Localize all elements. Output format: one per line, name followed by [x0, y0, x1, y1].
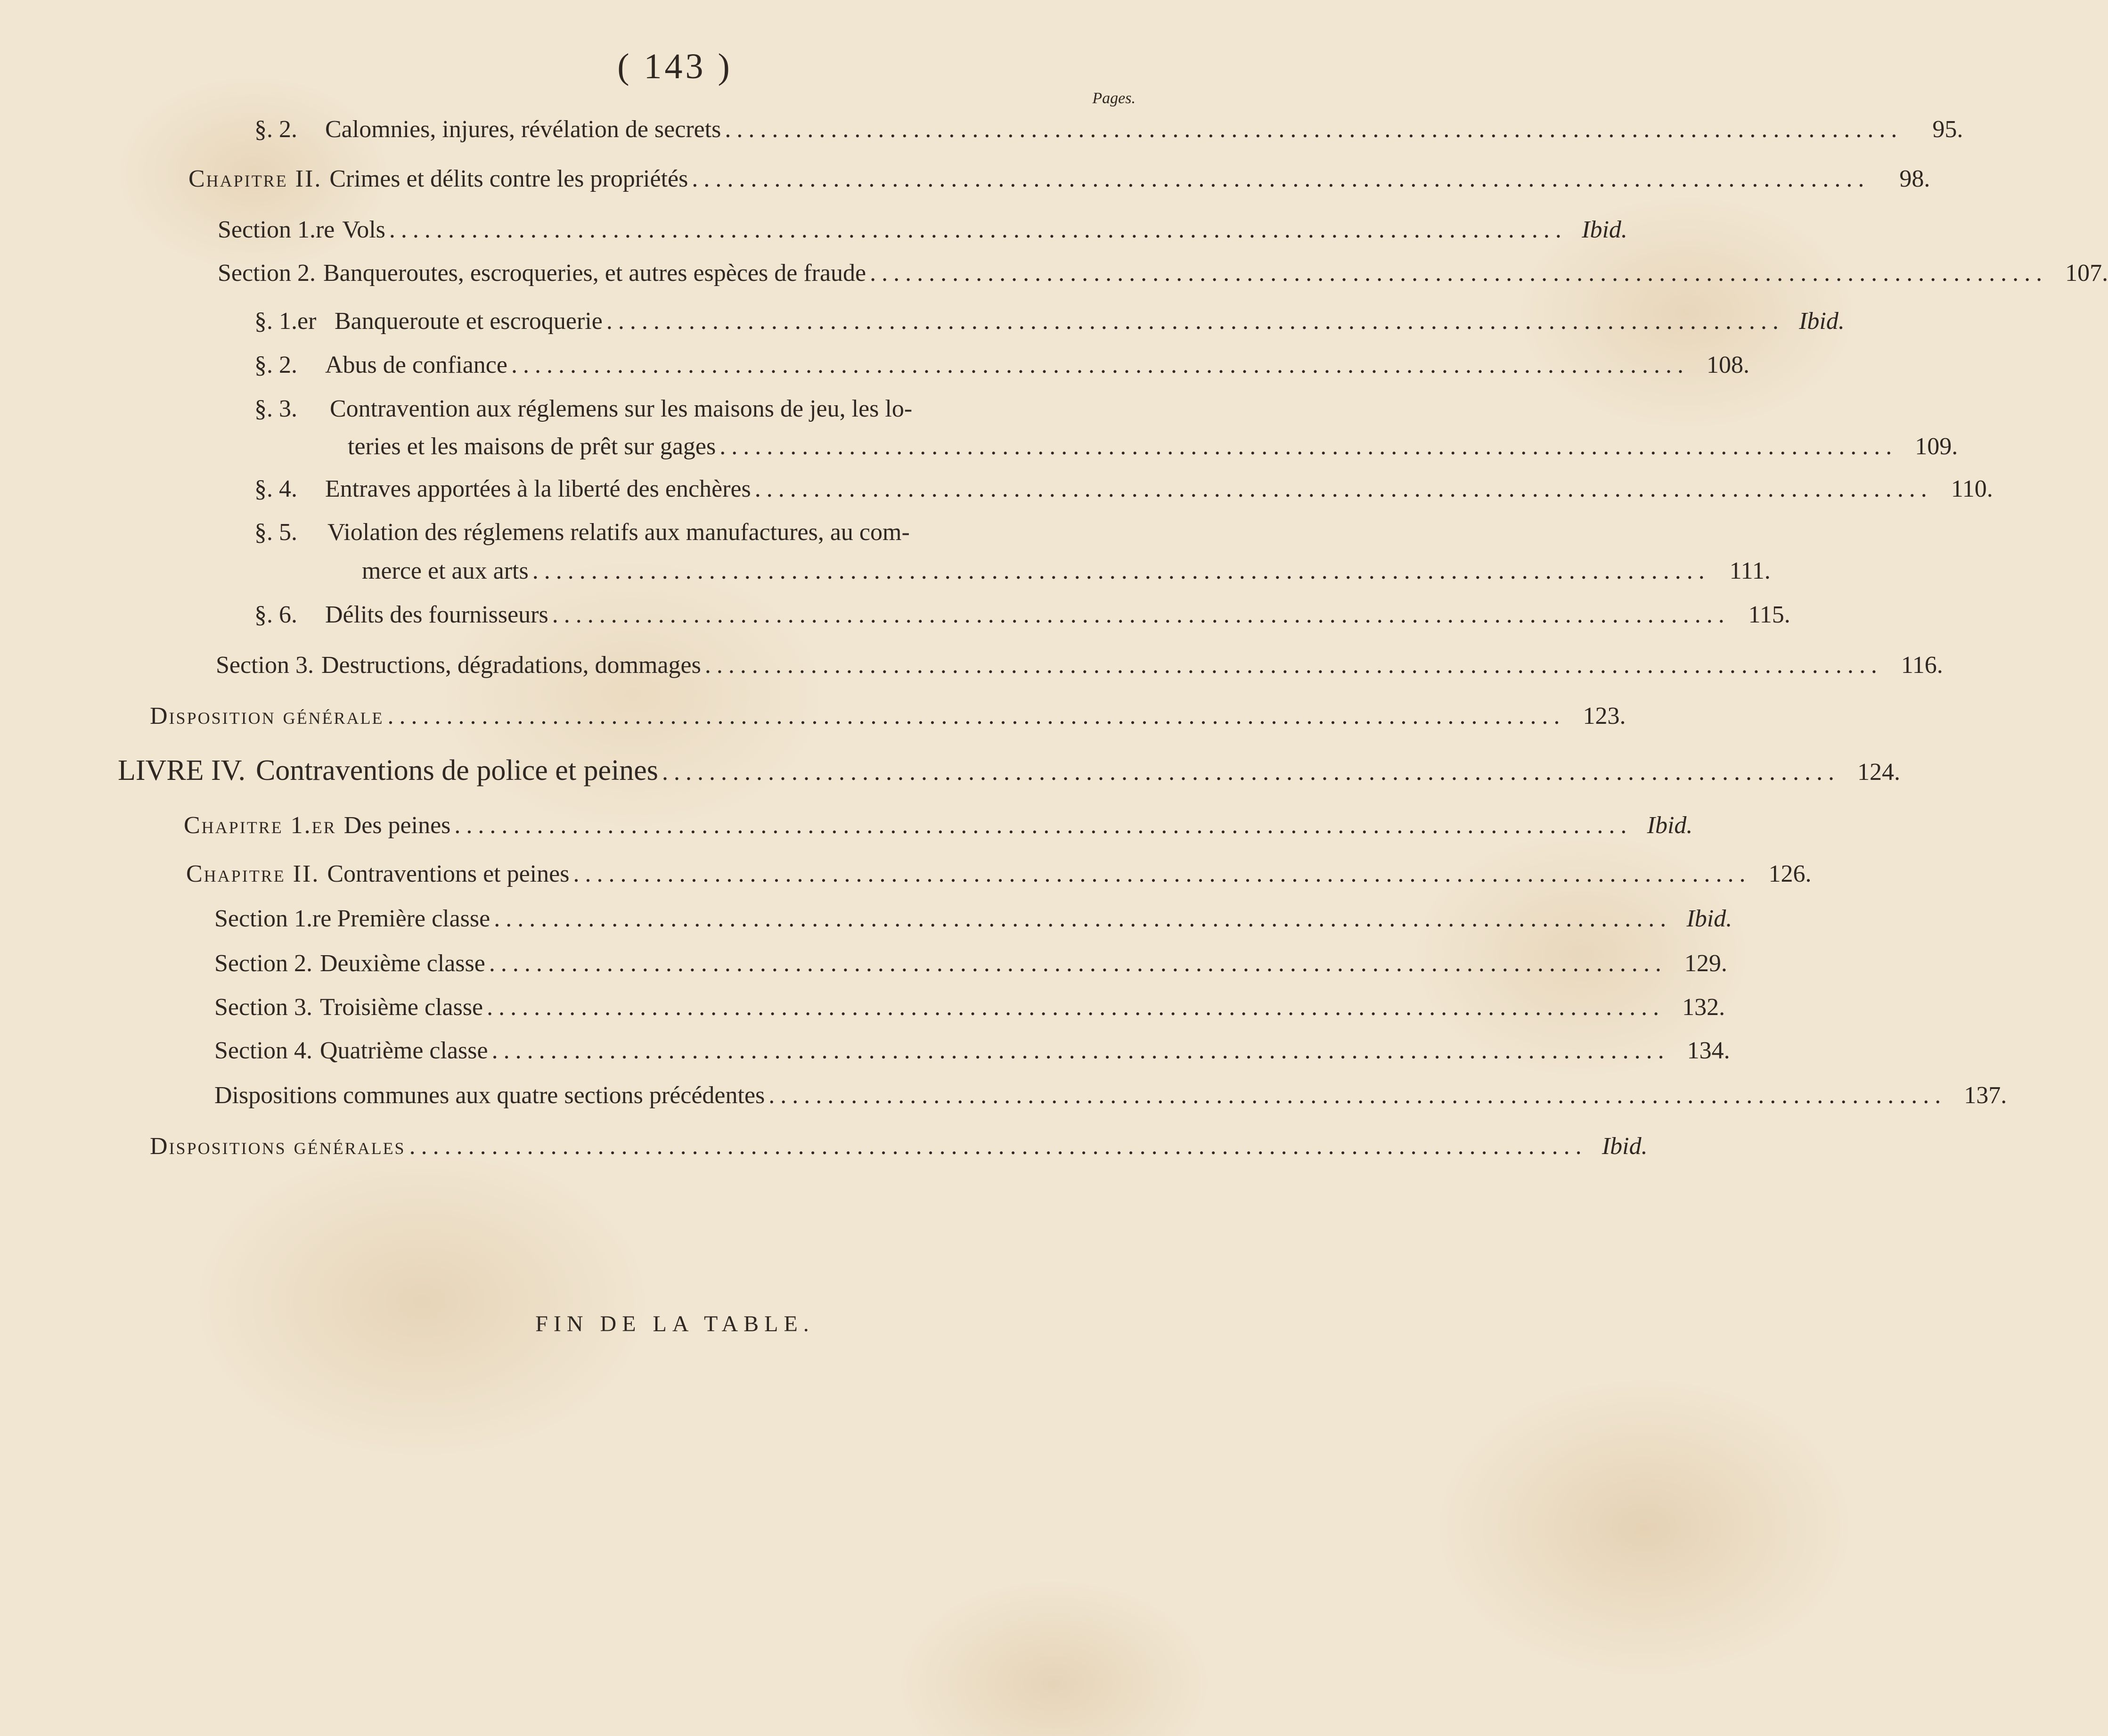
dot-leader: .................................................................................................... [606, 308, 1784, 335]
dot-leader: .................................................................................................... [487, 994, 1665, 1021]
entry-number: §. 2. [254, 352, 297, 378]
toc-entry [214, 905, 1732, 933]
entry-number: §. 1.er [254, 308, 317, 335]
dot-leader: .................................................................................................... [573, 860, 1751, 887]
pages-column-label: Pages. [1092, 90, 1136, 107]
entry-label: Troisième classe [319, 994, 483, 1021]
entry-page: 129. [1684, 950, 1727, 977]
entry-label-first-line: Violation des réglemens relatifs aux manufactures, au com- [327, 519, 910, 546]
entry-number: Chapitre II. [188, 165, 322, 192]
entry-number: §. 6. [254, 601, 297, 628]
entry-number: Section 1.re [214, 905, 332, 932]
entry-number: Section 3. [216, 652, 314, 679]
entry-page: 116. [1901, 652, 1943, 679]
entry-page: 109. [1915, 433, 1958, 460]
toc-entry [150, 1132, 1648, 1161]
dot-leader: .................................................................................................... [768, 1082, 1947, 1109]
entry-number: Section 2. [218, 260, 316, 287]
entry-label: Abus de confiance [325, 352, 507, 378]
entry-page: 110. [1951, 475, 1993, 502]
toc-entry [218, 216, 1627, 244]
entry-number: LIVRE IV. [118, 754, 245, 786]
entry-label: Première classe [337, 905, 490, 932]
dot-leader: .................................................................................................... [532, 557, 1710, 584]
toc-entry [254, 115, 1963, 144]
entry-page: Ibid. [1647, 812, 1693, 839]
toc-entry [184, 811, 1693, 840]
dot-leader: .................................................................................................... [409, 1133, 1587, 1160]
entry-number: Section 2. [214, 950, 312, 977]
toc-entry [214, 993, 1725, 1022]
dot-leader: .................................................................................................... [511, 352, 1689, 378]
entry-number: Chapitre II. [186, 860, 320, 887]
toc-entry-first-line [254, 395, 912, 423]
toc-entry [254, 351, 1749, 379]
entry-page: 134. [1687, 1037, 1730, 1064]
entry-label: Contraventions de police et peines [255, 754, 658, 786]
page-number: ( 143 ) [617, 47, 733, 86]
toc-entry [218, 259, 2108, 287]
entry-label: Calomnies, injures, révélation de secrets [325, 116, 721, 143]
entry-number: §. 5. [254, 519, 297, 546]
entry-label: Disposition générale [150, 703, 384, 729]
entry-label: Délits des fournisseurs [325, 601, 548, 628]
entry-number: Section 4. [214, 1037, 312, 1064]
toc-entry [254, 601, 1790, 629]
entry-number: Section 3. [214, 994, 312, 1021]
toc-entry [188, 165, 1930, 193]
toc-entry [362, 557, 1771, 585]
entry-page: 108. [1706, 352, 1749, 378]
entry-label: teries et les maisons de prêt sur gages [348, 433, 716, 460]
entry-number: §. 4. [254, 475, 297, 502]
toc-entry-book [118, 754, 1900, 789]
entry-page: 111. [1729, 557, 1771, 584]
entry-label: Deuxième classe [319, 950, 485, 977]
entry-page: Ibid. [1582, 216, 1627, 243]
entry-page: 132. [1682, 994, 1725, 1021]
entry-page: 95. [1932, 116, 1963, 143]
entry-number: §. 2. [254, 116, 297, 143]
entry-label: Crimes et délits contre les propriétés [329, 165, 688, 192]
entry-label: Des peines [343, 812, 451, 839]
dot-leader: .................................................................................................... [494, 905, 1672, 932]
dot-leader: .................................................................................................... [692, 165, 1870, 192]
entry-label: Quatrième classe [319, 1037, 488, 1064]
dot-leader: .................................................................................................... [552, 601, 1730, 628]
dot-leader: .................................................................................................... [491, 1037, 1670, 1064]
toc-entry [150, 702, 1626, 730]
dot-leader: .................................................................................................... [387, 703, 1566, 729]
toc-entry [254, 475, 1993, 503]
dot-leader: .................................................................................................... [719, 433, 1898, 460]
entry-page: 124. [1857, 759, 1900, 786]
entry-label: Dispositions générales [150, 1133, 406, 1160]
entry-label: Destructions, dégradations, dommages [321, 652, 701, 679]
entry-page: 123. [1583, 703, 1626, 729]
entry-page: 98. [1899, 165, 1930, 192]
entry-page: 107. [2065, 260, 2108, 287]
entry-page: Ibid. [1601, 1133, 1648, 1160]
entry-page: Ibid. [1799, 308, 1845, 335]
entry-label: Vols [342, 216, 385, 243]
entry-label: merce et aux arts [362, 557, 529, 584]
entry-page: 137. [1964, 1082, 2007, 1109]
toc-entry [254, 307, 1845, 336]
dot-leader: .................................................................................................... [389, 216, 1567, 243]
dot-leader: .................................................................................................... [454, 812, 1633, 839]
toc-entry [214, 950, 1727, 978]
toc-entry [348, 433, 1958, 461]
dot-leader: .................................................................................................... [870, 260, 2048, 287]
entry-label: Banqueroute et escroquerie [335, 308, 603, 335]
toc-entry [214, 1037, 1730, 1065]
entry-label: Contraventions et peines [327, 860, 570, 887]
entry-number: Section 1.re [218, 216, 335, 243]
dot-leader: .................................................................................................... [754, 475, 1933, 502]
entry-label: Entraves apportées à la liberté des enchères [325, 475, 751, 502]
entry-page: 126. [1768, 860, 1812, 887]
entry-label: Banqueroutes, escroqueries, et autres espèces de fraude [323, 260, 866, 287]
entry-number: §. 3. [254, 395, 297, 422]
dot-leader: .................................................................................................... [704, 652, 1883, 679]
entry-label-first-line: Contravention aux réglemens sur les maisons de jeu, les lo- [330, 395, 913, 422]
dot-leader: .................................................................................................... [489, 950, 1667, 977]
toc-entry [214, 1081, 2007, 1110]
dot-leader: .................................................................................................... [725, 116, 1903, 143]
entry-label: Dispositions communes aux quatre sections précédentes [214, 1082, 765, 1109]
toc-entry-first-line [254, 518, 910, 547]
entry-page: Ibid. [1686, 905, 1732, 932]
toc-entry [216, 651, 1943, 680]
entry-number: Chapitre 1.er [184, 812, 336, 839]
entry-page: 115. [1748, 601, 1790, 628]
dot-leader: .................................................................................................... [662, 759, 1840, 786]
toc-entry [186, 860, 1812, 888]
end-of-table: FIN DE LA TABLE. [535, 1311, 815, 1336]
